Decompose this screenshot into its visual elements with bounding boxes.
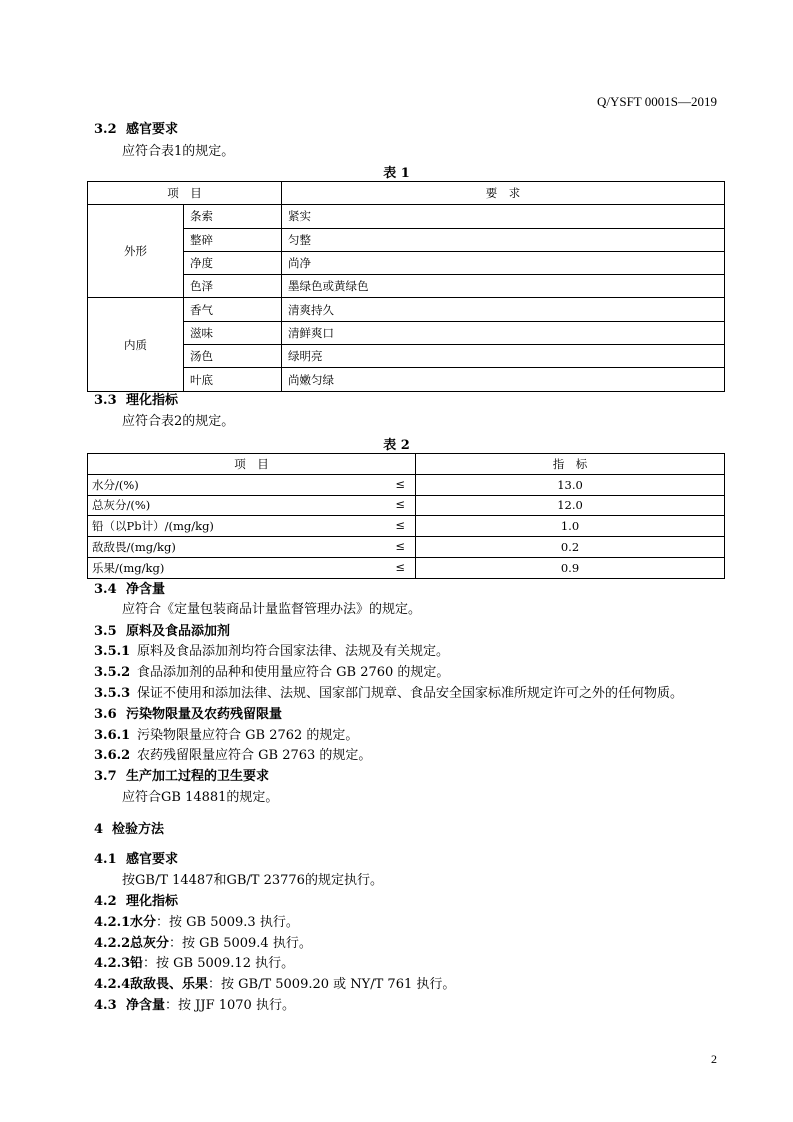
section-text: 保证不使用和添加法律、法规、国家部门规章、食品安全国家标准所规定许可之外的任何物质。 xyxy=(137,686,684,701)
section-3-7-heading xyxy=(94,768,269,786)
section-title: 理化指标 xyxy=(126,393,179,408)
operator: ≤ xyxy=(395,559,405,574)
section-3-5-2 xyxy=(94,664,449,682)
section-3-4-text: 应符合《定量包装商品计量监督管理办法》的规定。 xyxy=(122,602,422,617)
section-number: 3.6.1 xyxy=(94,728,131,743)
table-row xyxy=(88,516,725,537)
operator: ≤ xyxy=(395,497,405,512)
section-number: 3.5.3 xyxy=(94,686,131,701)
item-cell: 铅（以Pb计）/(mg/kg) ≤ xyxy=(88,516,416,537)
item-cell: 水分/(%) ≤ xyxy=(88,474,416,495)
value-cell: 1.0 xyxy=(416,516,725,537)
table-row xyxy=(88,205,725,228)
section-text: 农药残留限量应符合 GB 2763 的规定。 xyxy=(137,748,372,763)
table-row xyxy=(88,298,725,321)
section-number: 3.6 xyxy=(94,707,117,722)
table1-caption: 表 1 xyxy=(383,166,410,181)
page-number: 2 xyxy=(711,1052,717,1066)
section-text: 污染物限量应符合 GB 2762 的规定。 xyxy=(137,728,359,743)
header-indicator: 指 标 xyxy=(416,454,725,475)
section-text: ：按 GB 5009.3 执行。 xyxy=(156,915,299,930)
section-3-5-heading xyxy=(94,623,230,641)
section-4-2-2 xyxy=(94,935,312,953)
section-text: 原料及食品添加剂均符合国家法律、法规及有关规定。 xyxy=(137,644,450,659)
section-title: 污染物限量及农药残留限量 xyxy=(126,707,283,722)
section-3-3-heading xyxy=(94,392,178,410)
section-number: 3.2 xyxy=(94,122,117,137)
section-text: ：按 JJF 1070 执行。 xyxy=(165,998,295,1013)
section-label: 铅 xyxy=(130,956,144,971)
requirement-cell: 清爽持久 xyxy=(282,298,725,321)
section-number: 3.3 xyxy=(94,393,117,408)
section-title: 原料及食品添加剂 xyxy=(126,624,231,639)
table-row xyxy=(88,495,725,516)
section-number: 3.6.2 xyxy=(94,748,131,763)
section-text: 食品添加剂的品种和使用量应符合 GB 2760 的规定。 xyxy=(137,665,450,680)
item-cell: 香气 xyxy=(184,298,282,321)
section-number: 4.3 xyxy=(94,998,117,1013)
operator: ≤ xyxy=(395,476,405,491)
value-cell: 0.9 xyxy=(416,557,725,578)
requirement-cell: 尚嫩匀绿 xyxy=(282,368,725,391)
table-row xyxy=(88,321,725,344)
section-3-6-1 xyxy=(94,727,358,745)
section-number: 4.2.1 xyxy=(94,915,131,930)
section-label: 总灰分 xyxy=(130,936,170,951)
header-item: 项 目 xyxy=(88,454,416,475)
section-4-heading xyxy=(94,821,164,839)
header-item: 项 目 xyxy=(88,182,282,205)
document-code: Q/YSFT 0001S—2019 xyxy=(596,94,717,109)
section-3-6-2 xyxy=(94,747,371,765)
item-cell: 汤色 xyxy=(184,345,282,368)
value-cell: 13.0 xyxy=(416,474,725,495)
section-number: 4.1 xyxy=(94,852,117,867)
section-3-7-text: 应符合GB 14881的规定。 xyxy=(122,790,279,805)
requirement-cell: 紧实 xyxy=(282,205,725,228)
section-3-4-heading xyxy=(94,581,165,599)
requirement-cell: 绿明亮 xyxy=(282,345,725,368)
value-cell: 12.0 xyxy=(416,495,725,516)
section-4-2-4 xyxy=(94,976,455,994)
section-3-6-heading xyxy=(94,706,282,724)
section-4-1-heading xyxy=(94,851,178,869)
section-number: 3.4 xyxy=(94,582,117,597)
item-cell: 敌敌畏/(mg/kg) ≤ xyxy=(88,537,416,558)
table2-physicochemical-indicators xyxy=(87,453,725,579)
section-label: 水分 xyxy=(130,915,157,930)
item-cell: 整碎 xyxy=(184,228,282,251)
section-title: 理化指标 xyxy=(126,894,179,909)
operator: ≤ xyxy=(395,518,405,533)
item-cell: 色泽 xyxy=(184,275,282,298)
table-row xyxy=(88,345,725,368)
group-appearance: 外形 xyxy=(88,205,184,298)
group-quality: 内质 xyxy=(88,298,184,391)
section-3-2-heading xyxy=(94,121,178,139)
section-number: 3.5 xyxy=(94,624,117,639)
section-3-3-text: 应符合表2的规定。 xyxy=(122,414,235,429)
table-header-row xyxy=(88,182,725,205)
item-cell: 叶底 xyxy=(184,368,282,391)
requirement-cell: 清鲜爽口 xyxy=(282,321,725,344)
section-title: 感官要求 xyxy=(126,852,179,867)
item-cell: 条索 xyxy=(184,205,282,228)
table-row xyxy=(88,557,725,578)
section-title: 生产加工过程的卫生要求 xyxy=(126,769,270,784)
section-label: 净含量 xyxy=(126,998,166,1013)
header-requirement: 要 求 xyxy=(282,182,725,205)
table-row xyxy=(88,228,725,251)
requirement-cell: 墨绿色或黄绿色 xyxy=(282,275,725,298)
item-cell: 乐果/(mg/kg) ≤ xyxy=(88,557,416,578)
section-label: 敌敌畏、乐果 xyxy=(130,977,209,992)
table-row xyxy=(88,368,725,391)
item-cell: 总灰分/(%) ≤ xyxy=(88,495,416,516)
section-text: ：按 GB 5009.12 执行。 xyxy=(143,956,295,971)
operator: ≤ xyxy=(395,539,405,554)
table-header-row xyxy=(88,454,725,475)
section-3-5-3 xyxy=(94,685,683,703)
section-title: 感官要求 xyxy=(126,122,179,137)
item-cell: 净度 xyxy=(184,251,282,274)
section-4-2-1 xyxy=(94,914,299,932)
value-cell: 0.2 xyxy=(416,537,725,558)
section-4-2-3 xyxy=(94,955,294,973)
section-number: 3.7 xyxy=(94,769,117,784)
section-number: 4.2 xyxy=(94,894,117,909)
section-number: 3.5.2 xyxy=(94,665,131,680)
table2-caption: 表 2 xyxy=(383,438,410,453)
item-cell: 滋味 xyxy=(184,321,282,344)
section-3-2-text: 应符合表1的规定。 xyxy=(122,144,235,159)
section-number: 4.2.2 xyxy=(94,936,131,951)
table1-sensory-requirements xyxy=(87,181,725,392)
section-4-1-text: 按GB/T 14487和GB/T 23776的规定执行。 xyxy=(122,873,383,888)
section-number: 3.5.1 xyxy=(94,644,131,659)
section-4-3 xyxy=(94,997,295,1015)
table-row xyxy=(88,275,725,298)
requirement-cell: 匀整 xyxy=(282,228,725,251)
requirement-cell: 尚净 xyxy=(282,251,725,274)
table-row xyxy=(88,537,725,558)
section-title: 检验方法 xyxy=(112,822,165,837)
section-number: 4.2.3 xyxy=(94,956,131,971)
section-3-5-1 xyxy=(94,643,449,661)
section-text: ：按 GB 5009.4 执行。 xyxy=(169,936,312,951)
section-text: ：按 GB/T 5009.20 或 NY/T 761 执行。 xyxy=(208,977,456,992)
section-number: 4 xyxy=(94,822,104,837)
section-number: 4.2.4 xyxy=(94,977,131,992)
section-title: 净含量 xyxy=(126,582,166,597)
section-4-2-heading xyxy=(94,893,178,911)
table-row xyxy=(88,474,725,495)
table-row xyxy=(88,251,725,274)
